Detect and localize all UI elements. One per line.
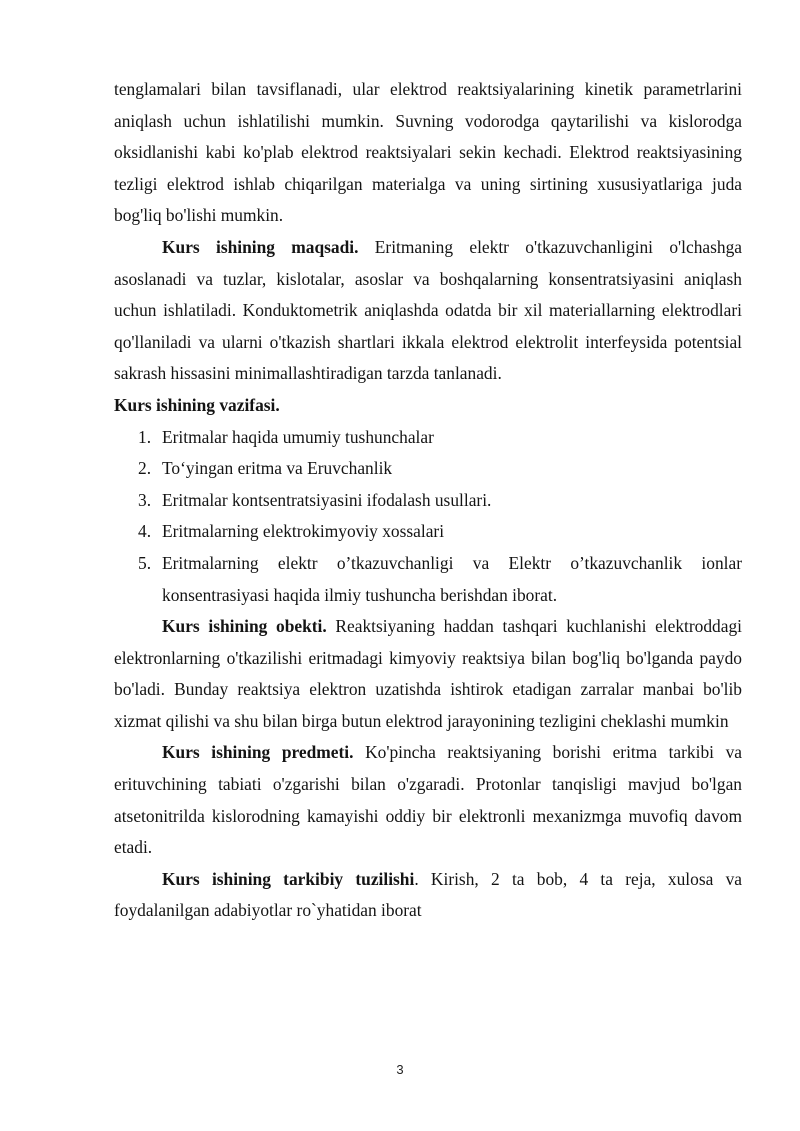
subject-text: Ko'pincha reaktsiyaning borishi eritma tarkibi va erituvchining tabiati o'zgarishi bilan o'zgaradi. Protonlar tanqisligi mavjud bo'lgan atsetonitrilda kislorodning kamayishi oddiy bir elektronli mexanizmga muvofiq davom etadi.: [114, 742, 742, 858]
tasks-list: [114, 422, 742, 612]
list-item: [114, 453, 742, 485]
goal-heading: Kurs ishining maqsadi.: [162, 236, 359, 257]
object-paragraph: [114, 611, 742, 737]
subject-heading: Kurs ishining predmeti.: [162, 742, 354, 763]
list-item-text: Eritmalar kontsentratsiyasini ifodalash usullari.: [162, 489, 492, 510]
object-text: Reaktsiyaning haddan tashqari kuchlanishi elektroddagi elektronlarning o'tkazilishi eritmadagi kimyoviy reaktsiya bilan bog'liq bo'lganda paydo bo'ladi. Bunday reaktsiya elektron uzatishda ishtirok etadigan zarralar manbai bo'lib xizmat qilishi va shu bilan birga butun elektrod jarayonining tezligini cheklashi mumkin: [114, 616, 742, 731]
list-item-number: 2.: [138, 458, 152, 479]
structure-text: . Kirish, 2 ta bob, 4 ta reja, xulosa va foydalanilgan adabiyotlar ro`yhatidan iborat: [114, 868, 743, 921]
list-item-text: Eritmalarning elektrokimyoviy xossalari: [162, 521, 445, 542]
list-item-number: 5.: [138, 552, 152, 573]
list-item: [114, 485, 742, 517]
list-item-text: Eritmalarning elektr o’tkazuvchanligi va Elektr o’tkazuvchanlik ionlar konsentrasiyasi haqida ilmiy tushuncha berishdan iborat.: [162, 552, 742, 605]
document-page: [114, 74, 742, 927]
list-item: [114, 548, 742, 611]
tasks-heading: Kurs ishining vazifasi.: [114, 394, 280, 415]
intro-paragraph: tenglamalari bilan tavsiflanadi, ular elektrod reaktsiyalarining kinetik parametrlarini aniqlash uchun ishlatilishi mumkin. Suvning vodorodga qaytarilishi va kislorodga oksidlanishi kabi ko'plab elektrod reaktsiyalari sekin kechadi. Elektrod reaktsiyasining tezligi elektrod ishlab chiqarilgan materialga va uning sirtining xususiyatlariga juda bog'liq bo'lishi mumkin.: [114, 79, 742, 226]
list-item-text: To‘yingan eritma va Eruvchanlik: [162, 458, 393, 479]
page-number: 3: [396, 1062, 404, 1077]
list-item-number: 4.: [138, 521, 152, 542]
list-item-number: 3.: [138, 489, 152, 510]
structure-heading: Kurs ishining tarkibiy tuzilishi: [162, 868, 415, 889]
list-item-text: Eritmalar haqida umumiy tushunchalar: [162, 426, 434, 447]
list-item-number: 1.: [138, 426, 152, 447]
subject-paragraph: [114, 737, 742, 863]
list-item: [114, 516, 742, 548]
goal-paragraph: [114, 232, 742, 390]
structure-paragraph: [114, 864, 742, 927]
list-item: [114, 422, 742, 454]
goal-text: Eritmaning elektr o'tkazuvchanligini o'lchashga asoslanadi va tuzlar, kislotalar, asoslar va boshqalarning konsentratsiyasini aniqlash uchun ishlatiladi. Konduktometrik aniqlashda odatda bir xil materiallarning elektrodlari qo'llaniladi va ularni o'tkazish shartlari ikkala elektrod elektrolit interfeysida potentsial sakrash hissasini minimallashtiradigan tarzda tanlanadi.: [114, 236, 742, 384]
object-heading: Kurs ishining obekti.: [162, 616, 327, 637]
